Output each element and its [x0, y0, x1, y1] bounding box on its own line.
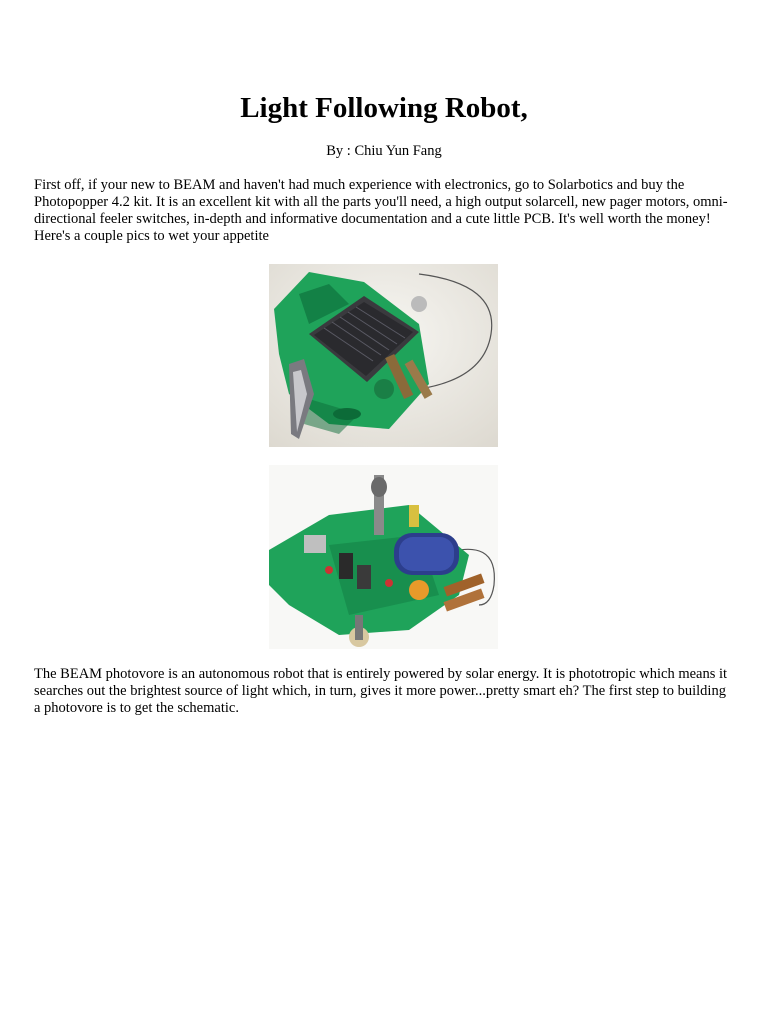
robot-photo-underside-view: [269, 465, 498, 649]
description-paragraph: The BEAM photovore is an autonomous robot that is entirely powered by solar energy. It is phototropic which means it searches out the brightest source of light which, in turn, gives it more power...pretty smart eh? The first step to building a photovore is to get the schematic.: [34, 666, 728, 716]
author-byline: By : Chiu Yun Fang: [326, 143, 442, 159]
page-title: Light Following Robot,: [240, 92, 528, 124]
robot-photo-top-view: [269, 264, 498, 447]
intro-paragraph: First off, if your new to BEAM and haven't had much experience with electronics, go to Solarbotics and buy the Photopopper 4.2 kit. It is an excellent kit with all the parts you'll need, a high output solarcell, new pager motors, omni-directional feeler switches, in-depth and informative documentation and a cute little PCB. It's well worth the money! Here's a couple pics to wet your appetite: [34, 177, 728, 244]
